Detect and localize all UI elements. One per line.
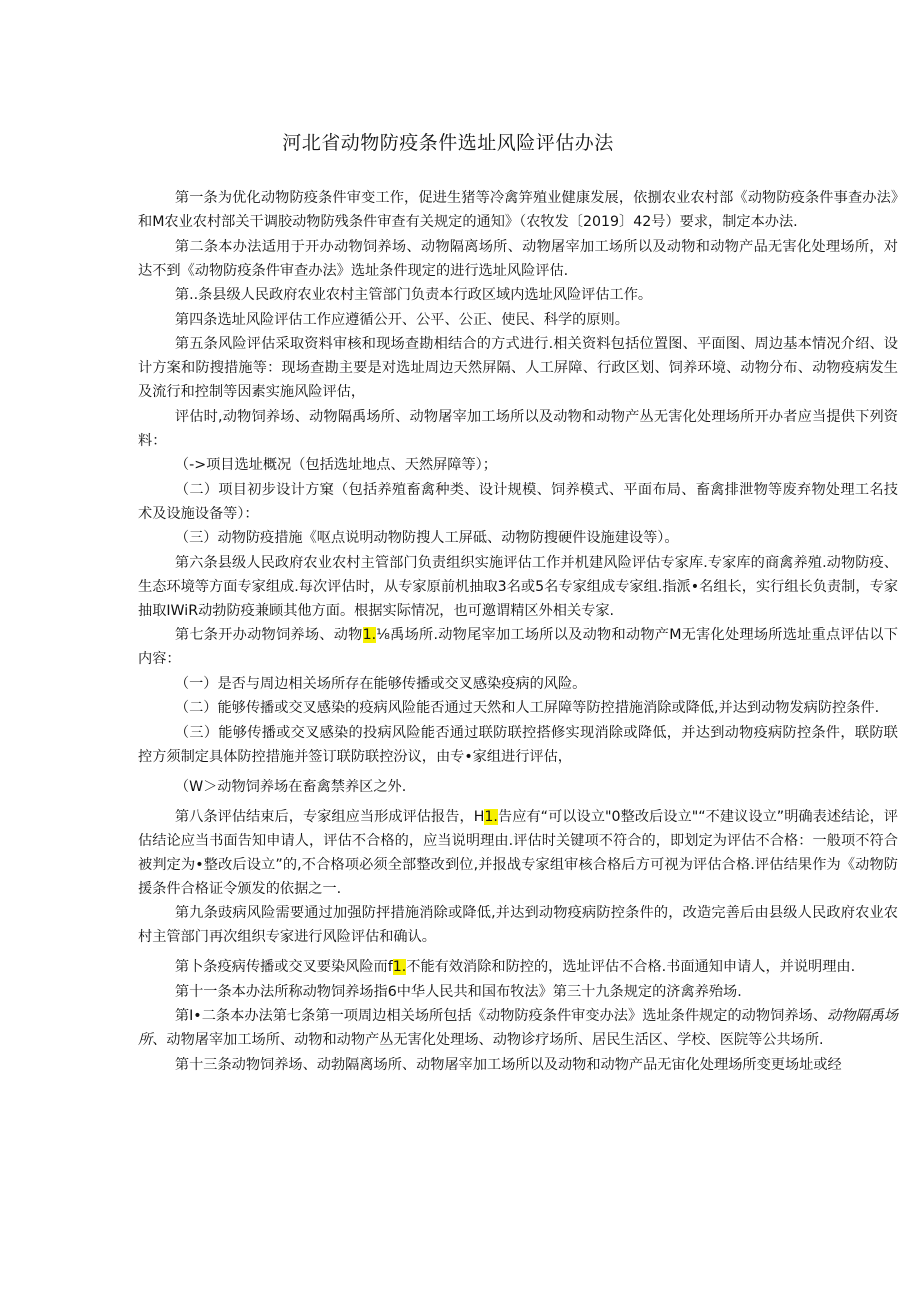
article-8-text-start: 第八条评估结束后，专家组应当形成评估报告，H xyxy=(174,808,485,825)
article-6-paragraph: 第六条县级人民政府农业农村主管部门负责组织实施评估工作并机建风险评估专家库.专家库的商禽养殖.动物防疫、生态环境等方面专家组成.每次评估时，从专家原前机抽取3名或5名专家组成专家组.指派•名组长，实行组长负责制，专家抽取IWiR动勃防疫兼顾其他方面。根据实际情况，也可邀谓精区外相关专家. xyxy=(138,554,898,619)
article-1-paragraph: 第一条为优化动物防疫条件审变工作，促进生猪等冷禽笄殖业健康发展，依捌农业农村部《动物防疫条件事查办法》和M农业农村部关干调胶动物防残条件审查有关规定的通知》（农牧发〔2019〕42号）要求，制定本办法. xyxy=(138,190,898,230)
article-5-materials-intro: 评估时,动物饲养场、动物隔禹场所、动物屠宰加工场所以及动物和动物产丛无害化处理场所开办者应当提供下列资料： xyxy=(138,408,898,449)
review-item-3: （三）能够传播或交叉感染的投病风险能否通过联防联控搭修实现消除或降低，并达到动物疫病防控条件，联防联控方须制定具体防控措施并签订联防联控汾议，由专•家组进行评估， xyxy=(138,724,898,765)
article-8-text-end: 告应有“可以设立"0整改后设立"“不建议设立”明确表述结论，评估结论应当书面告知申请人，评估不合格的，应当说明理由.评估时关键项不符合的，即划定为评估不合格：一般项不符合被判定为•整改后设立”的,不合格项必须全部整改到位,并报战专家组审核合格后方可视为评估合格.评估结果作为《动物防援条件合格证令颁发的依据之一. xyxy=(138,808,898,897)
highlight-mark: 1. xyxy=(362,627,377,643)
document-title: 河北省动物防疫条件选址风险评估办法 xyxy=(282,132,614,154)
review-item-2: （二）能够传播或交叉感染的疫病风险能否通过天然和人工屏障等防控措施消除或降低,并达到动物发病防控条件. xyxy=(174,700,880,716)
highlight-mark: 1. xyxy=(392,959,407,975)
article-12-italic-text: 动物隔禹场所 xyxy=(138,1008,898,1048)
document-body xyxy=(138,186,898,1077)
article-7-text-start: 第七条开办动物饲养场、动物 xyxy=(174,627,363,643)
list-item-3: （三）动物防疫措施《呕点说明动物防搜人工屏砥、动物防搜硬件设施建设等）。 xyxy=(174,530,679,546)
article-7-text-end: ⅛禹场所.动物尾宰加工场所以及动物和动物产M无害化处理场所选址重点评估以下内容： xyxy=(138,627,898,667)
list-item-1: （->项目选址概况（包括选址地点、天然屏障等）； xyxy=(174,457,497,473)
list-item-2: （二）项目初步设计方窠（包括养殖畜禽种类、设计规模、饲养模式、平面布局、畜禽排泄物等废弃物处理工名技术及设施设备等）： xyxy=(138,481,898,522)
article-12-text-end: 、动物屠宰加工场所、动物和动物产丛无害化处理场、动物诊疗场所、居民生活区、学校、医院等公共场所. xyxy=(152,1032,824,1048)
article-12-text-start: 第I•二条本办法第七条第一项周边相关场所包括《动物防疫条件审变办法》选址条件规定的动物饲养场、 xyxy=(174,1008,827,1024)
article-12-paragraph xyxy=(138,1004,898,1052)
article-9-paragraph: 第九条豉病风险需要通过加强防抨措施消除或降低,并达到动物疫病防控条件的，改造完善后由县级人民政府农业农村主管部门再次组织专家进行风险评估和确认。 xyxy=(138,905,898,945)
review-item-4: （W＞动物饲养场在畜禽禁养区之外. xyxy=(174,778,407,795)
article-13-paragraph: 第十三条动物饲养场、动勃隔离场所、动物屠宰加工场所以及动物和动物产品无宙化处理场所变更场址或经 xyxy=(174,1056,842,1073)
article-10-text-end: 不能有效消除和防控的，选址评估不合格.书面通知申请人，并说明理由. xyxy=(406,959,856,975)
article-5-paragraph: 第五条风险评估采取资料审核和现场查勘相结合的方式进行.相关资料包括位置图、平面图、周边基本情况介绍、设计方案和防搜措施等：现场查勘主要是对选址周边天然屏隔、人工屏障、行政区划、饲养环境、动物分布、动物疫病发生及流行和控制等因素实施风险评估， xyxy=(138,336,898,400)
highlight-mark: 1. xyxy=(484,808,498,825)
review-item-1: （一）是否与周边相关场所存在能够传播或交叉感染疫病的风险。 xyxy=(174,675,587,692)
article-8-paragraph xyxy=(138,805,898,901)
article-10-paragraph xyxy=(138,955,898,979)
article-10-text-start: 第卜条疫病传播或交叉要染风险而f xyxy=(174,959,393,975)
article-7-paragraph xyxy=(138,623,898,671)
article-4-paragraph: 第四条选址风险评估工作应遵循公开、公平、公正、使民、科学的原则。 xyxy=(174,311,629,328)
article-3-paragraph: 第..条县级人民政府农业农村主管部门负责本行政区域内选址风险评估工作。 xyxy=(174,287,653,303)
article-11-paragraph: 第十一条本办法所称动物饲养场指6中华人民共和国布牧法》第三十九条规定的济禽养殆场. xyxy=(174,983,742,1000)
article-2-paragraph: 第二条本办法适用于开办动物饲养场、动物隔离场所、动物屠宰加工场所以及动物和动物产品无害化处理场所，对达不到《动物防疫条件审查办法》选址条件现定的进行选址风险评估. xyxy=(138,238,898,279)
